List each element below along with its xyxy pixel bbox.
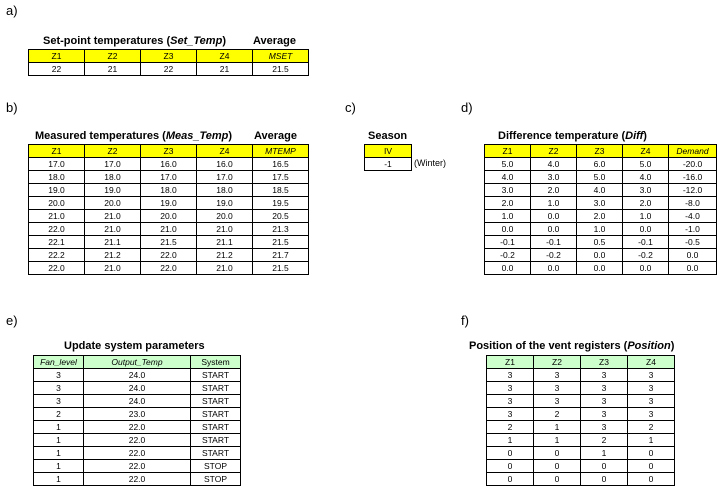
- table-cell: 18.0: [29, 171, 85, 184]
- table-header-row: [485, 145, 717, 158]
- header-cell: Z2: [85, 50, 141, 63]
- table-cell: START: [191, 408, 241, 421]
- table-cell: 3.0: [531, 171, 577, 184]
- table-row: [29, 197, 309, 210]
- table-row: [34, 434, 241, 447]
- table-cell: 21.2: [85, 249, 141, 262]
- position-table: [486, 355, 675, 486]
- table-cell: 0: [628, 447, 675, 460]
- table-cell: 3: [581, 369, 628, 382]
- table-cell: 0.0: [485, 223, 531, 236]
- setpoint-title: [43, 35, 226, 47]
- update-title: Update system parameters: [64, 340, 205, 352]
- header-cell: Fan_level: [34, 356, 84, 369]
- header-cell: Z1: [29, 50, 85, 63]
- table-cell: 4.0: [623, 171, 669, 184]
- position-title: [469, 340, 674, 352]
- table-cell: 2: [581, 434, 628, 447]
- table-row: [29, 249, 309, 262]
- table-cell: 21.0: [85, 223, 141, 236]
- table-cell: 22.0: [29, 223, 85, 236]
- header-cell: Z3: [577, 145, 623, 158]
- table-cell: 20.0: [141, 210, 197, 223]
- table-cell: 22.1: [29, 236, 85, 249]
- difference-title-var: Diff: [625, 130, 644, 142]
- table-cell: 3: [581, 395, 628, 408]
- header-cell: Output_Temp: [84, 356, 191, 369]
- table-cell: 0.0: [531, 223, 577, 236]
- table-row: [29, 210, 309, 223]
- table-cell: 16.0: [197, 158, 253, 171]
- table-cell: 21.5: [141, 236, 197, 249]
- table-cell: STOP: [191, 473, 241, 486]
- header-cell: Z4: [197, 145, 253, 158]
- setpoint-average-label: Average: [253, 35, 297, 47]
- table-row: [29, 158, 309, 171]
- table-cell: 3: [487, 408, 534, 421]
- table-header-row: [487, 356, 675, 369]
- table-cell: 21.0: [85, 210, 141, 223]
- table-cell: 1: [34, 460, 84, 473]
- table-row: [34, 473, 241, 486]
- table-cell: -20.0: [669, 158, 717, 171]
- table-cell: 4.0: [577, 184, 623, 197]
- table-row: [485, 197, 717, 210]
- table-cell: 20.0: [197, 210, 253, 223]
- difference-title-prefix: Difference temperature (: [498, 130, 626, 142]
- table-cell: -0.2: [485, 249, 531, 262]
- table-cell: 2.0: [531, 184, 577, 197]
- header-cell: Z1: [29, 145, 85, 158]
- table-row: [487, 434, 675, 447]
- table-cell: 22.0: [84, 421, 191, 434]
- table-cell: 21.1: [85, 236, 141, 249]
- table-cell: 1.0: [485, 210, 531, 223]
- table-cell: 0.0: [669, 249, 717, 262]
- header-cell: Z4: [623, 145, 669, 158]
- table-row: [34, 421, 241, 434]
- table-cell: 19.5: [253, 197, 309, 210]
- table-cell: 21.0: [85, 262, 141, 275]
- table-cell: 0: [534, 460, 581, 473]
- table-row: [29, 236, 309, 249]
- table-row: [34, 408, 241, 421]
- table-cell: 1: [534, 421, 581, 434]
- table-cell: 3: [34, 369, 84, 382]
- season-note: (Winter): [414, 158, 446, 168]
- table-cell: 19.0: [197, 197, 253, 210]
- table-row: [487, 408, 675, 421]
- setpoint-title-prefix: Set-point temperatures (: [43, 35, 171, 47]
- table-cell: 3: [487, 369, 534, 382]
- measured-title-var: Meas_Temp: [165, 130, 229, 142]
- setpoint-title-var: Set_Temp: [170, 35, 223, 47]
- table-cell: 18.5: [253, 184, 309, 197]
- table-cell: 0.0: [485, 262, 531, 275]
- table-row: [487, 421, 675, 434]
- table-cell: 21.3: [253, 223, 309, 236]
- table-cell: 18.0: [85, 171, 141, 184]
- table-cell: 5.0: [577, 171, 623, 184]
- table-row: [34, 395, 241, 408]
- table-cell: 2: [534, 408, 581, 421]
- table-cell: 2: [628, 421, 675, 434]
- table-cell: 17.5: [253, 171, 309, 184]
- table-cell: 0: [581, 460, 628, 473]
- season-title: Season: [368, 130, 408, 142]
- table-cell: 3: [628, 395, 675, 408]
- table-cell: 22.0: [141, 262, 197, 275]
- table-cell: 24.0: [84, 382, 191, 395]
- table-cell: 21.0: [141, 223, 197, 236]
- header-cell: MSET: [253, 50, 309, 63]
- table-cell: 3: [534, 369, 581, 382]
- table-cell: 0: [534, 473, 581, 486]
- header-cell: Z2: [531, 145, 577, 158]
- table-cell: 22.0: [84, 447, 191, 460]
- table-row: [487, 395, 675, 408]
- table-cell: 1: [34, 447, 84, 460]
- panel-label-f: f): [461, 313, 469, 328]
- table-cell: 21.0: [197, 223, 253, 236]
- table-cell: 1.0: [531, 197, 577, 210]
- table-cell: START: [191, 382, 241, 395]
- table-cell: 0: [487, 473, 534, 486]
- table-cell: 1: [581, 447, 628, 460]
- table-cell: 3: [581, 421, 628, 434]
- table-cell: 21.0: [197, 262, 253, 275]
- update-table: [33, 355, 241, 486]
- header-cell: Z3: [141, 50, 197, 63]
- table-cell: 0: [628, 460, 675, 473]
- table-row: [485, 158, 717, 171]
- table-cell: 3: [487, 382, 534, 395]
- table-cell: 22.2: [29, 249, 85, 262]
- table-cell: 0: [628, 473, 675, 486]
- table-cell: 0.0: [531, 262, 577, 275]
- table-row: [487, 447, 675, 460]
- table-cell: 0.0: [623, 262, 669, 275]
- table-cell: 0.0: [577, 249, 623, 262]
- header-cell: Z3: [581, 356, 628, 369]
- table-cell: 22.0: [29, 262, 85, 275]
- table-cell: 24.0: [84, 369, 191, 382]
- panel-label-b: b): [6, 100, 18, 115]
- table-cell: 22.0: [84, 434, 191, 447]
- table-cell: 3: [628, 408, 675, 421]
- table-cell: -8.0: [669, 197, 717, 210]
- table-cell: 2: [34, 408, 84, 421]
- table-cell: 0: [534, 447, 581, 460]
- table-cell: 3: [581, 408, 628, 421]
- measured-title-prefix: Measured temperatures (: [35, 130, 166, 142]
- table-cell: 21.1: [197, 236, 253, 249]
- table-cell: -4.0: [669, 210, 717, 223]
- table-cell: 0: [487, 447, 534, 460]
- table-row: [34, 447, 241, 460]
- table-cell: 22: [141, 63, 197, 76]
- table-row: [29, 184, 309, 197]
- difference-table: [484, 144, 717, 275]
- table-cell: 3: [487, 395, 534, 408]
- table-cell: 21.2: [197, 249, 253, 262]
- season-header-cell: IV: [365, 145, 412, 158]
- header-cell: Z2: [534, 356, 581, 369]
- table-row: [487, 460, 675, 473]
- table-cell: 18.0: [197, 184, 253, 197]
- table-cell: 3.0: [485, 184, 531, 197]
- table-row: [34, 460, 241, 473]
- table-row: [485, 223, 717, 236]
- table-cell: 24.0: [84, 395, 191, 408]
- table-row: [34, 382, 241, 395]
- panel-label-c: c): [345, 100, 356, 115]
- position-title-var: Position: [627, 340, 671, 352]
- table-cell: 1: [628, 434, 675, 447]
- table-row: [365, 158, 412, 171]
- season-value-cell: -1: [365, 158, 412, 171]
- table-cell: 2.0: [577, 210, 623, 223]
- header-cell: MTEMP: [253, 145, 309, 158]
- table-cell: -16.0: [669, 171, 717, 184]
- table-row: [485, 236, 717, 249]
- table-cell: 1.0: [623, 210, 669, 223]
- table-cell: START: [191, 421, 241, 434]
- table-cell: 3: [34, 395, 84, 408]
- table-cell: -12.0: [669, 184, 717, 197]
- table-cell: 2: [487, 421, 534, 434]
- table-row: [485, 184, 717, 197]
- table-cell: -0.2: [623, 249, 669, 262]
- table-cell: 16.5: [253, 158, 309, 171]
- measured-title-suffix: ): [228, 130, 233, 142]
- table-cell: 1: [34, 421, 84, 434]
- table-cell: 4.0: [531, 158, 577, 171]
- table-cell: 19.0: [85, 184, 141, 197]
- table-cell: 1: [534, 434, 581, 447]
- table-cell: 1: [34, 473, 84, 486]
- table-cell: 1: [487, 434, 534, 447]
- table-cell: START: [191, 447, 241, 460]
- table-cell: 3: [628, 369, 675, 382]
- table-cell: 17.0: [197, 171, 253, 184]
- header-cell: Demand: [669, 145, 717, 158]
- table-cell: START: [191, 395, 241, 408]
- header-cell: Z1: [485, 145, 531, 158]
- panel-label-a: a): [6, 3, 18, 18]
- table-row: [487, 369, 675, 382]
- table-row: [487, 473, 675, 486]
- table-cell: 21.5: [253, 262, 309, 275]
- table-row: [487, 382, 675, 395]
- table-cell: 17.0: [29, 158, 85, 171]
- table-cell: 21.7: [253, 249, 309, 262]
- table-row: [29, 223, 309, 236]
- table-cell: 21.5: [253, 236, 309, 249]
- table-header-row: [365, 145, 412, 158]
- table-cell: 3.0: [623, 184, 669, 197]
- header-cell: Z1: [487, 356, 534, 369]
- table-cell: START: [191, 369, 241, 382]
- table-cell: 0: [581, 473, 628, 486]
- measured-average-label: Average: [254, 130, 298, 142]
- table-header-row: [34, 356, 241, 369]
- table-cell: 3: [628, 382, 675, 395]
- table-cell: 23.0: [84, 408, 191, 421]
- table-row: [29, 63, 309, 76]
- table-cell: 1: [34, 434, 84, 447]
- table-cell: 20.0: [29, 197, 85, 210]
- table-cell: 0: [487, 460, 534, 473]
- table-cell: 6.0: [577, 158, 623, 171]
- table-cell: 19.0: [141, 197, 197, 210]
- table-cell: 21: [85, 63, 141, 76]
- table-cell: 0.5: [577, 236, 623, 249]
- table-cell: -0.1: [485, 236, 531, 249]
- table-cell: 3: [534, 382, 581, 395]
- panel-label-e: e): [6, 313, 18, 328]
- table-cell: 0.0: [577, 262, 623, 275]
- table-cell: 17.0: [141, 171, 197, 184]
- table-cell: -1.0: [669, 223, 717, 236]
- table-cell: 0.0: [531, 210, 577, 223]
- table-row: [34, 369, 241, 382]
- table-header-row: [29, 145, 309, 158]
- table-cell: -0.5: [669, 236, 717, 249]
- header-cell: System: [191, 356, 241, 369]
- header-cell: Z4: [628, 356, 675, 369]
- header-cell: Z2: [85, 145, 141, 158]
- measured-table: [28, 144, 309, 275]
- table-cell: 3: [34, 382, 84, 395]
- table-cell: 17.0: [85, 158, 141, 171]
- difference-title-suffix: ): [643, 130, 647, 142]
- table-cell: 1.0: [577, 223, 623, 236]
- table-cell: 22.0: [84, 473, 191, 486]
- table-cell: 5.0: [485, 158, 531, 171]
- table-cell: 21: [197, 63, 253, 76]
- table-cell: 21.5: [253, 63, 309, 76]
- header-cell: Z3: [141, 145, 197, 158]
- table-cell: -0.1: [623, 236, 669, 249]
- setpoint-table: [28, 49, 309, 76]
- table-cell: 5.0: [623, 158, 669, 171]
- table-cell: 18.0: [141, 184, 197, 197]
- table-cell: 0.0: [623, 223, 669, 236]
- table-cell: -0.1: [531, 236, 577, 249]
- table-cell: 22.0: [141, 249, 197, 262]
- table-cell: 20.5: [253, 210, 309, 223]
- table-cell: 3: [534, 395, 581, 408]
- table-header-row: [29, 50, 309, 63]
- table-row: [485, 249, 717, 262]
- position-title-prefix: Position of the vent registers (: [469, 340, 628, 352]
- table-row: [29, 262, 309, 275]
- table-row: [485, 210, 717, 223]
- table-cell: 3.0: [577, 197, 623, 210]
- table-row: [29, 171, 309, 184]
- table-row: [485, 171, 717, 184]
- setpoint-title-suffix: ): [222, 35, 226, 47]
- table-cell: 19.0: [29, 184, 85, 197]
- table-cell: 20.0: [85, 197, 141, 210]
- table-cell: 0.0: [669, 262, 717, 275]
- measured-title: [35, 130, 232, 142]
- panel-label-d: d): [461, 100, 473, 115]
- table-cell: 22: [29, 63, 85, 76]
- table-cell: STOP: [191, 460, 241, 473]
- header-cell: Z4: [197, 50, 253, 63]
- difference-title: [498, 130, 647, 142]
- table-cell: 2.0: [485, 197, 531, 210]
- table-row: [485, 262, 717, 275]
- table-cell: 22.0: [84, 460, 191, 473]
- table-cell: 16.0: [141, 158, 197, 171]
- season-table: [364, 144, 412, 171]
- table-cell: -0.2: [531, 249, 577, 262]
- table-cell: 3: [581, 382, 628, 395]
- table-cell: START: [191, 434, 241, 447]
- table-cell: 4.0: [485, 171, 531, 184]
- table-cell: 21.0: [29, 210, 85, 223]
- position-title-suffix: ): [670, 340, 675, 352]
- table-cell: 2.0: [623, 197, 669, 210]
